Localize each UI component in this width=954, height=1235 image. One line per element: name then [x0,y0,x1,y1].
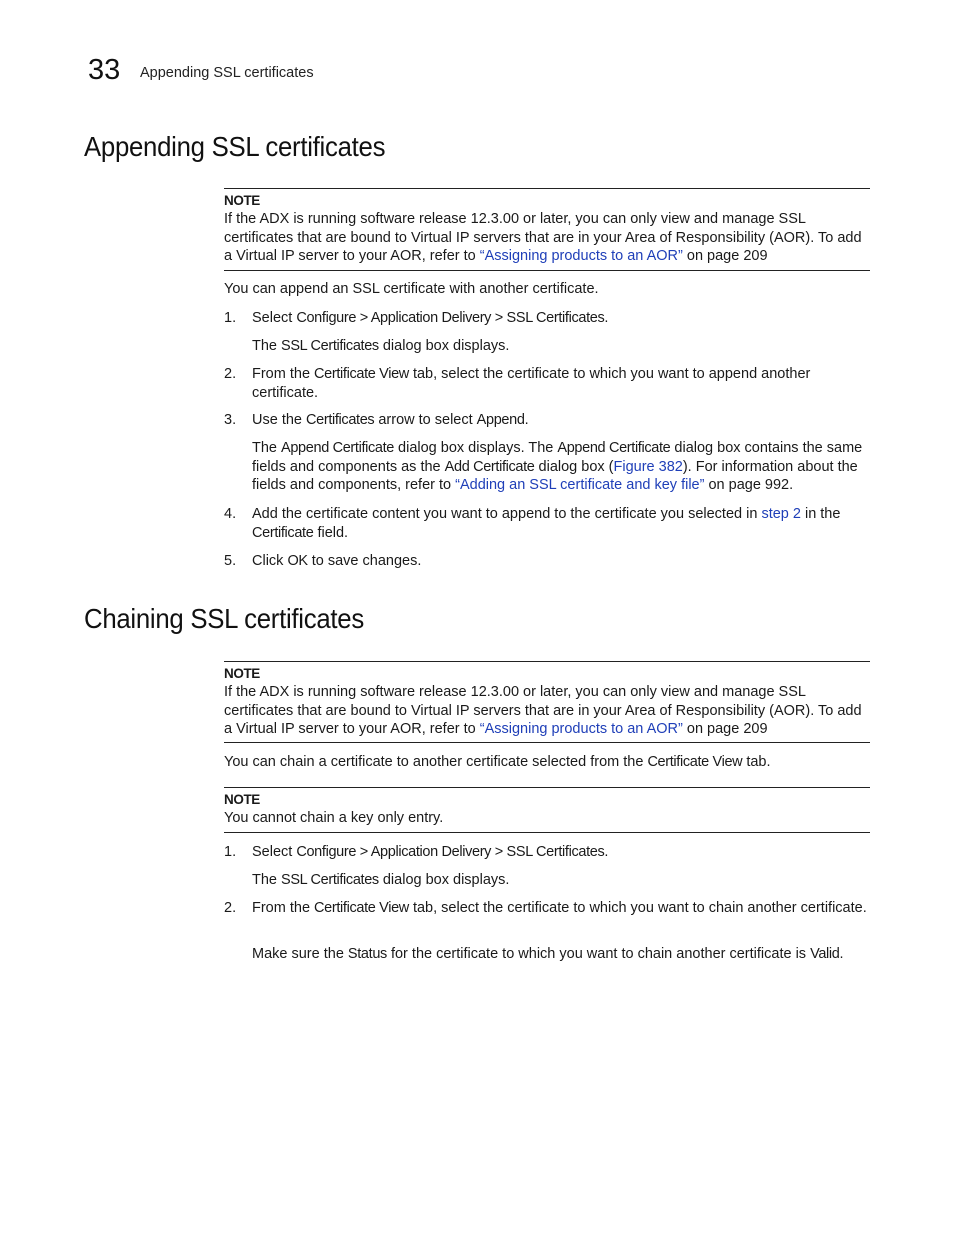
step-text: From the Certificate View tab, select the certificate to which you want to chain another certificate. [252,900,867,916]
section-title-appending: Appending SSL certificates [84,131,386,162]
step-number: 1. [224,310,237,326]
step-3-result: The Append Certificate dialog box displays. The Append Certificate dialog box contains the same fields and components as the Add Certificate dialog box (Figure 382). For information about the fields and components, refer to “Adding an SSL certificate and key file” on page 992. [252,440,863,494]
step-text: Select Configure > Application Delivery > SSL Certificates. [252,844,609,860]
section-title-chaining: Chaining SSL certificates [84,603,364,634]
chapter-number: 33 [88,54,121,86]
chaining-intro: You can chain a certificate to another certificate selected from the Certificate View tab. [224,754,771,770]
step-number: 3. [224,412,237,428]
step-number: 1. [224,844,237,860]
note-box-aor-2 [224,661,870,743]
step-number: 4. [224,506,237,522]
step-number: 2. [224,366,237,382]
note-text: If the ADX is running software release 12.3.00 or later, you can only view and manage SSL certificates that are bound to Virtual IP servers that are in your Area of Responsibility (AOR). To add a Virtual IP server to your AOR, refer to “Assigning products to an AOR” on page 209 [224,211,862,265]
link-figure-382[interactable]: Figure 382 [613,458,683,475]
note-box-aor [224,188,870,271]
intro-paragraph: You can append an SSL certificate with another certificate. [224,281,599,297]
running-title: Appending SSL certificates [140,65,314,81]
step-text: Use the Certificates arrow to select Append. [252,412,529,428]
note-text: You cannot chain a key only entry. [224,810,444,826]
link-assigning-products[interactable]: “Assigning products to an AOR” [479,248,683,265]
step-text: Click OK to save changes. [252,553,422,569]
step-1-result: The SSL Certificates dialog box displays. [252,338,510,354]
menu-path: Configure > Application Delivery > SSL Certificates [296,310,605,326]
chain-step-1-result: The SSL Certificates dialog box displays. [252,872,510,888]
chain-step-2-note: Make sure the Status for the certificate to which you want to chain another certificate is Valid. [252,946,844,962]
link-step-2[interactable]: step 2 [761,506,801,522]
note-label: NOTE [224,792,260,807]
note-box-key-only [224,787,870,833]
note-label: NOTE [224,666,260,681]
step-text: Add the certificate content you want to append to the certificate you selected in step 2 in the Certificate field. [252,506,841,541]
link-assigning-products-2[interactable]: “Assigning products to an AOR” [479,721,683,738]
step-number: 2. [224,900,237,916]
link-adding-ssl-certificate[interactable]: “Adding an SSL certificate and key file” [455,477,705,494]
note-label: NOTE [224,193,260,208]
step-text: From the Certificate View tab, select the certificate to which you want to append another certificate. [252,366,811,401]
step-number: 5. [224,553,237,569]
note-text: If the ADX is running software release 12.3.00 or later, you can only view and manage SSL certificates that are bound to Virtual IP servers that are in your Area of Responsibility (AOR). To add a Virtual IP server to your AOR, refer to “Assigning products to an AOR” on page 209 [224,684,862,738]
step-text: Select Configure > Application Delivery > SSL Certificates. [252,310,609,326]
